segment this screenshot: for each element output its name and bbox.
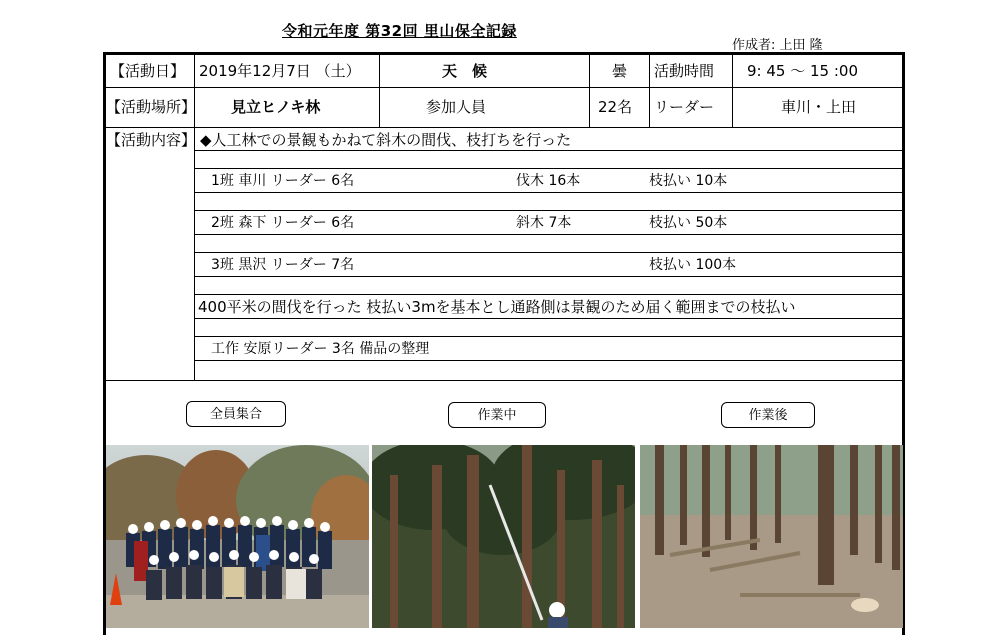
workshop-info: 工作 安原リーダー 3名 備品の整理 — [211, 341, 430, 357]
row-divider — [194, 336, 902, 337]
caption-in-progress: 作業中 — [448, 402, 546, 428]
activity-summary: ◆人工林での景観もかねて斜木の間伐、枝打ちを行った — [200, 131, 572, 149]
forest-after-photo-icon — [640, 445, 903, 628]
group-photo-icon — [106, 445, 369, 628]
activity-time-label: 活動時間 — [654, 62, 715, 80]
leader-label: リーダー — [654, 98, 715, 116]
row-divider — [194, 234, 902, 235]
participants-label: 参加人員 — [426, 98, 487, 116]
row-divider — [106, 87, 902, 88]
team-2-info: 2班 森下 リーダー 6名 — [211, 215, 355, 231]
col-divider — [589, 55, 590, 127]
team-3-info: 3班 黒沢 リーダー 7名 — [211, 257, 355, 273]
row-divider — [194, 168, 902, 169]
row-divider — [194, 318, 902, 319]
participants-value: 22名 — [598, 98, 633, 116]
row-divider — [194, 210, 902, 211]
row-divider — [106, 380, 902, 381]
author-label: 作成者: 上田 隆 — [732, 38, 823, 53]
row-divider — [194, 252, 902, 253]
activity-date-label: 【活動日】 — [110, 62, 186, 80]
row-divider — [106, 127, 902, 128]
leader-value: 車川・上田 — [781, 98, 857, 116]
caption-all-members: 全員集合 — [186, 401, 286, 427]
team-2-task-leaning: 斜木 7本 — [516, 215, 572, 231]
activity-place-label: 【活動場所】 — [106, 98, 197, 116]
activity-content-label: 【活動内容】 — [106, 131, 197, 149]
team-2-task-pruning: 枝払い 50本 — [649, 215, 728, 231]
row-divider — [194, 276, 902, 277]
activity-time-value: 9: 45 〜 15 :00 — [747, 62, 858, 80]
team-1-task-pruning: 枝払い 10本 — [649, 173, 728, 189]
row-divider — [194, 360, 902, 361]
team-1-task-felling: 伐木 16本 — [516, 173, 581, 189]
col-divider — [379, 55, 380, 127]
col-divider — [732, 55, 733, 127]
weather-value: 曇 — [612, 62, 628, 80]
row-divider — [194, 150, 902, 151]
activity-place-value: 見立ヒノキ林 — [231, 98, 321, 116]
row-divider — [194, 192, 902, 193]
team-3-task-pruning: 枝払い 100本 — [649, 257, 737, 273]
col-divider — [649, 55, 650, 127]
caption-after-work: 作業後 — [721, 402, 815, 428]
pruning-photo-icon — [372, 445, 635, 628]
team-1-info: 1班 車川 リーダー 6名 — [211, 173, 355, 189]
thinning-note: 400平米の間伐を行った 枝払い3mを基本とし通路側は景観のため届く範囲までの枝払い — [198, 298, 796, 316]
page-title: 令和元年度 第32回 里山保全記録 — [282, 22, 517, 40]
activity-date-value: 2019年12月7日 （土） — [199, 62, 361, 80]
weather-label: 天 候 — [442, 62, 488, 80]
row-divider — [194, 294, 902, 295]
